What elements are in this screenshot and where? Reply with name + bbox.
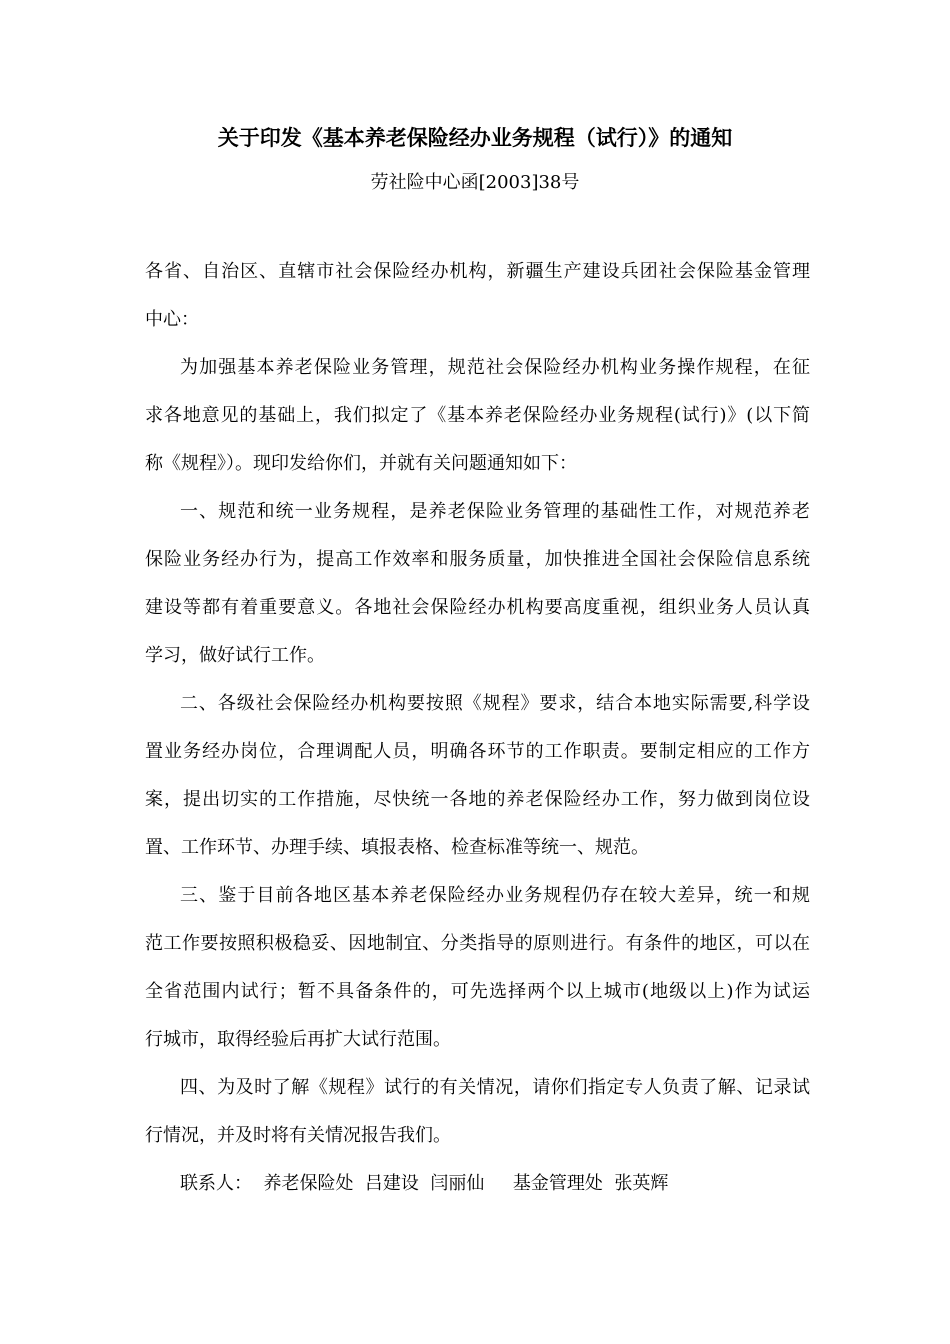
- item2-line-2: 置业务经办岗位，合理调配人员，明确各环节的工作职责。要制定相应的工作方: [145, 741, 810, 762]
- item4-line-2: 行情况，并及时将有关情况报告我们。: [145, 1125, 451, 1146]
- item2-line-4: 置、工作环节、办理手续、填报表格、检查标准等统一、规范。: [145, 837, 649, 858]
- contact-line: 联系人： 养老保险处 吕建设 闫丽仙 基金管理处 张英辉: [180, 1173, 669, 1194]
- item1-line-2: 保险业务经办行为，提高工作效率和服务质量，加快推进全国社会保险信息系统: [145, 549, 810, 570]
- item3-line-1: 三、鉴于目前各地区基本养老保险经办业务规程仍存在较大差异，统一和规: [180, 885, 810, 906]
- addressee-line-2: 中心：: [145, 309, 199, 330]
- addressee-line-1: 各省、自治区、直辖市社会保险经办机构，新疆生产建设兵团社会保险基金管理: [145, 261, 810, 282]
- item1-line-1: 一、规范和统一业务规程，是养老保险业务管理的基础性工作，对规范养老: [180, 501, 810, 522]
- item2-line-1: 二、各级社会保险经办机构要按照《规程》要求，结合本地实际需要,科学设: [180, 693, 810, 714]
- intro-line-3: 称《规程》）。现印发给你们，并就有关问题通知如下：: [145, 453, 577, 474]
- intro-line-2: 求各地意见的基础上，我们拟定了《基本养老保险经办业务规程(试行)》(以下简: [145, 405, 810, 426]
- document-title: 关于印发《基本养老保险经办业务规程（试行）》的通知: [217, 125, 733, 150]
- item4-line-1: 四、为及时了解《规程》试行的有关情况，请你们指定专人负责了解、记录试: [180, 1077, 810, 1098]
- item3-line-2: 范工作要按照积极稳妥、因地制宜、分类指导的原则进行。有条件的地区，可以在: [145, 933, 810, 954]
- item1-line-3: 建设等都有着重要意义。各地社会保险经办机构要高度重视，组织业务人员认真: [145, 597, 810, 618]
- document-number: 劳社险中心函[2003]38号: [370, 172, 580, 193]
- item2-line-3: 案，提出切实的工作措施，尽快统一各地的养老保险经办工作，努力做到岗位设: [145, 789, 810, 810]
- item3-line-4: 行城市，取得经验后再扩大试行范围。: [145, 1029, 451, 1050]
- item3-line-3: 全省范围内试行；暂不具备条件的，可先选择两个以上城市(地级以上)作为试运: [145, 981, 810, 1002]
- item1-line-4: 学习，做好试行工作。: [145, 645, 325, 666]
- intro-line-1: 为加强基本养老保险业务管理，规范社会保险经办机构业务操作规程，在征: [180, 357, 810, 378]
